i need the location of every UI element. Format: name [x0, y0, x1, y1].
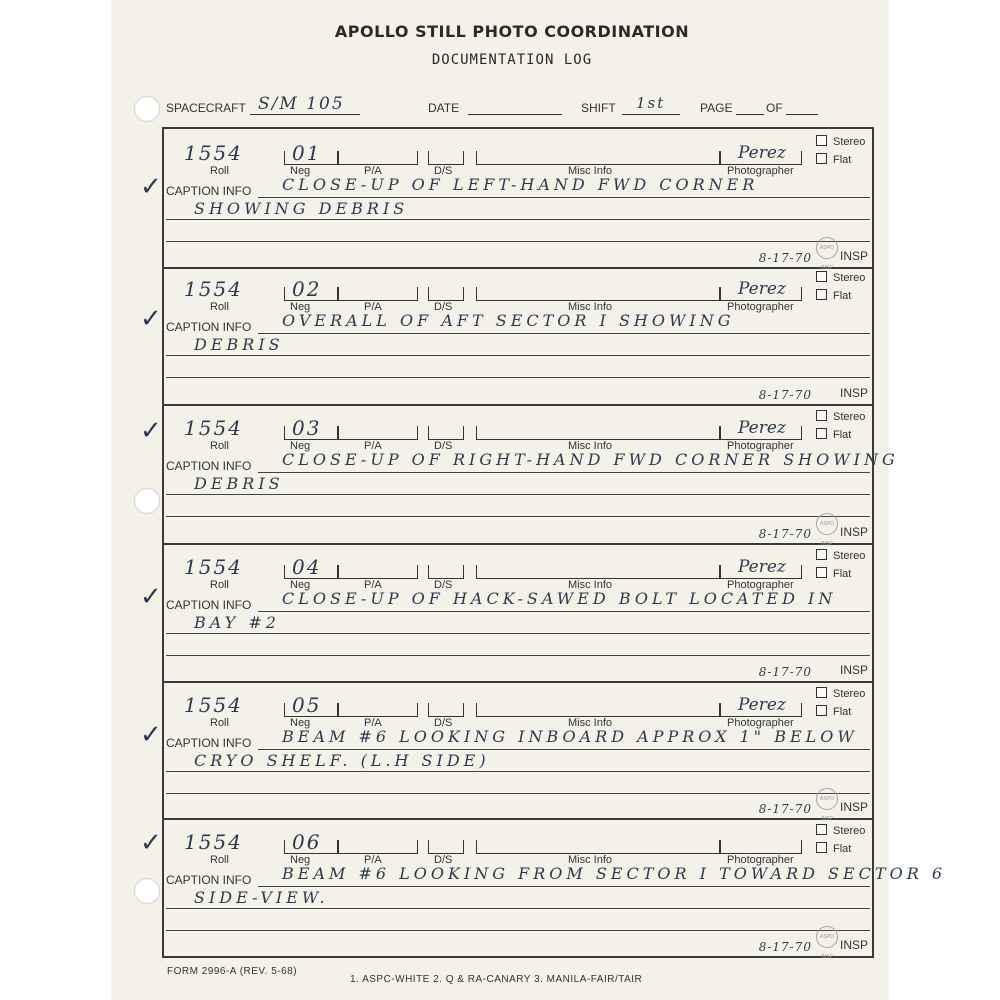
photographer-label: Photographer: [727, 579, 794, 591]
photographer-box[interactable]: [720, 839, 802, 854]
neg-value: 04: [292, 555, 322, 579]
misc-box[interactable]: [476, 702, 720, 717]
caption-line: [258, 197, 870, 198]
caption-line-1: OVERALL OF AFT SECTOR I SHOWING: [282, 311, 735, 330]
ds-box[interactable]: [428, 839, 464, 854]
caption-line-2: SHOWING DEBRIS: [194, 199, 409, 218]
insp-label: INSP: [839, 938, 868, 952]
flat-checkbox[interactable]: [816, 842, 851, 855]
ds-label: D/S: [434, 301, 453, 313]
page-label: PAGE: [700, 101, 733, 115]
flat-checkbox[interactable]: [816, 153, 851, 166]
stereo-label: Stereo: [833, 550, 866, 562]
caption-line: [258, 472, 870, 473]
inspection-date: 8-17-70: [758, 388, 812, 402]
misc-box[interactable]: [476, 564, 720, 579]
roll-label: Roll: [210, 717, 229, 729]
stereo-checkbox[interactable]: [816, 135, 865, 148]
checkbox-icon: [816, 271, 827, 282]
checkbox-icon: [816, 705, 827, 716]
pa-box[interactable]: [338, 425, 418, 440]
log-entry: [162, 127, 874, 269]
checkmark-icon: ✓: [140, 304, 162, 334]
caption-info-label: CAPTION INFO: [166, 459, 252, 473]
flat-label: Flat: [833, 290, 852, 302]
caption-line: [166, 516, 870, 517]
pa-label: P/A: [364, 579, 382, 591]
checkmark-icon: ✓: [140, 828, 162, 858]
ds-label: D/S: [434, 579, 453, 591]
binder-hole: [134, 488, 160, 514]
roll-label: Roll: [210, 854, 229, 866]
inspection-date: 8-17-70: [758, 802, 812, 816]
roll-value: 1554: [184, 830, 243, 854]
spacecraft-value: S/M 105: [258, 94, 345, 114]
ds-label: D/S: [434, 717, 453, 729]
misc-info-label: Misc Info: [568, 579, 613, 591]
caption-info-label: CAPTION INFO: [166, 873, 252, 887]
checkbox-icon: [816, 842, 827, 853]
caption-line: [166, 241, 870, 242]
form-title: APOLLO STILL PHOTO COORDINATION: [334, 22, 690, 41]
misc-box[interactable]: [476, 425, 720, 440]
ds-box[interactable]: [428, 702, 464, 717]
photographer-signature: Perez: [738, 143, 786, 163]
ds-label: D/S: [434, 440, 453, 452]
inspection-stamp: ASPO INSP: [816, 926, 838, 948]
insp-label: INSP: [839, 386, 868, 400]
caption-line-1: BEAM #6 LOOKING INBOARD APPROX 1" BELOW: [282, 727, 858, 746]
neg-label: Neg: [290, 579, 311, 591]
photographer-label: Photographer: [727, 301, 794, 313]
checkbox-icon: [816, 153, 827, 164]
roll-value: 1554: [184, 555, 243, 579]
caption-line-2: CRYO SHELF. (L.H SIDE): [194, 751, 490, 770]
insp-label: INSP: [839, 800, 868, 814]
stereo-checkbox[interactable]: [816, 549, 865, 562]
roll-value: 1554: [184, 277, 243, 301]
pa-box[interactable]: [338, 286, 418, 301]
photographer-label: Photographer: [727, 717, 794, 729]
shift-field[interactable]: [622, 114, 680, 115]
of-label: OF: [766, 101, 783, 115]
page-field[interactable]: [736, 114, 764, 115]
caption-info-label: CAPTION INFO: [166, 184, 252, 198]
roll-label: Roll: [210, 165, 229, 177]
log-entry: [162, 543, 874, 683]
roll-label: Roll: [210, 579, 229, 591]
flat-checkbox[interactable]: [816, 567, 851, 580]
caption-line-2: DEBRIS: [194, 474, 284, 493]
caption-line: [166, 771, 870, 772]
flat-label: Flat: [833, 843, 852, 855]
neg-label: Neg: [290, 301, 311, 313]
caption-line: [258, 749, 870, 750]
caption-info-label: CAPTION INFO: [166, 598, 252, 612]
roll-label: Roll: [210, 440, 229, 452]
binder-hole: [134, 878, 160, 904]
ds-box[interactable]: [428, 425, 464, 440]
misc-info-label: Misc Info: [568, 854, 613, 866]
inspection-date: 8-17-70: [758, 665, 812, 679]
ds-label: D/S: [434, 854, 453, 866]
inspection-date: 8-17-70: [758, 940, 812, 954]
log-entry: [162, 265, 874, 406]
misc-info-label: Misc Info: [568, 301, 613, 313]
misc-info-label: Misc Info: [568, 165, 613, 177]
caption-line-1: CLOSE-UP OF HACK-SAWED BOLT LOCATED IN: [282, 589, 837, 608]
checkmark-icon: ✓: [140, 582, 162, 612]
pa-box[interactable]: [338, 702, 418, 717]
checkbox-icon: [816, 410, 827, 421]
checkbox-icon: [816, 289, 827, 300]
distribution-note: 1. ASPC-WHITE 2. Q & RA-CANARY 3. MANILA-FAIR/TAIR: [350, 974, 643, 985]
flat-checkbox[interactable]: [816, 705, 851, 718]
shift-label: SHIFT: [581, 101, 616, 115]
caption-line-2: DEBRIS: [194, 335, 284, 354]
date-label: DATE: [428, 101, 460, 115]
checkbox-icon: [816, 428, 827, 439]
inspection-date: 8-17-70: [758, 527, 812, 541]
misc-box[interactable]: [476, 839, 720, 854]
checkmark-icon: ✓: [140, 416, 162, 446]
caption-line: [258, 886, 870, 887]
caption-line: [166, 494, 870, 495]
inspection-stamp: ASPO INSP: [816, 513, 838, 535]
ds-label: D/S: [434, 165, 453, 177]
caption-info-label: CAPTION INFO: [166, 320, 252, 334]
log-entry: [162, 681, 874, 820]
neg-label: Neg: [290, 854, 311, 866]
caption-line-1: CLOSE-UP OF LEFT-HAND FWD CORNER: [282, 175, 759, 194]
caption-line: [166, 793, 870, 794]
caption-line: [258, 611, 870, 612]
flat-label: Flat: [833, 568, 852, 580]
pa-box[interactable]: [338, 150, 418, 165]
page-total-field[interactable]: [786, 114, 818, 115]
insp-label: INSP: [839, 663, 868, 677]
form-subtitle: DOCUMENTATION LOG: [431, 52, 593, 68]
photographer-signature: Perez: [738, 279, 786, 299]
flat-label: Flat: [833, 706, 852, 718]
log-entry: [162, 404, 899, 547]
caption-line: [166, 930, 870, 931]
spacecraft-field[interactable]: [250, 114, 360, 115]
roll-value: 1554: [184, 693, 243, 717]
shift-value: 1st: [636, 94, 666, 112]
pa-box[interactable]: [338, 564, 418, 579]
pa-label: P/A: [364, 301, 382, 313]
checkmark-icon: ✓: [140, 720, 162, 750]
caption-line-2: BAY #2: [194, 613, 280, 632]
pa-label: P/A: [364, 165, 382, 177]
photographer-label: Photographer: [727, 440, 794, 452]
neg-label: Neg: [290, 440, 311, 452]
neg-label: Neg: [290, 165, 311, 177]
caption-line: [258, 333, 870, 334]
checkbox-icon: [816, 567, 827, 578]
photographer-label: Photographer: [727, 854, 794, 866]
caption-line: [166, 655, 870, 656]
neg-value: 05: [292, 693, 322, 717]
stereo-checkbox[interactable]: [816, 410, 865, 423]
pa-label: P/A: [364, 440, 382, 452]
form-number: FORM 2996-A (REV. 5-68): [167, 966, 298, 977]
flat-checkbox[interactable]: [816, 289, 851, 302]
flat-label: Flat: [833, 429, 852, 441]
photographer-signature: Perez: [738, 557, 786, 577]
checkbox-icon: [816, 135, 827, 146]
caption-info-label: CAPTION INFO: [166, 736, 252, 750]
insp-label: INSP: [839, 249, 868, 263]
neg-value: 06: [292, 830, 322, 854]
caption-line-2: SIDE-VIEW.: [194, 888, 329, 907]
stereo-checkbox[interactable]: [816, 824, 865, 837]
neg-value: 03: [292, 416, 322, 440]
pa-label: P/A: [364, 717, 382, 729]
photographer-signature: Perez: [738, 418, 786, 438]
log-entry: [162, 818, 947, 960]
flat-checkbox[interactable]: [816, 428, 851, 441]
checkbox-icon: [816, 687, 827, 698]
inspection-date: 8-17-70: [758, 251, 812, 265]
stereo-checkbox[interactable]: [816, 271, 865, 284]
roll-value: 1554: [184, 416, 243, 440]
pa-label: P/A: [364, 854, 382, 866]
inspection-stamp: ASPO INSP: [816, 237, 838, 259]
date-field[interactable]: [468, 114, 562, 115]
caption-line-1: CLOSE-UP OF RIGHT-HAND FWD CORNER SHOWING: [282, 450, 899, 469]
caption-line: [166, 633, 870, 634]
photographer-signature: Perez: [738, 695, 786, 715]
neg-label: Neg: [290, 717, 311, 729]
stereo-label: Stereo: [833, 411, 866, 423]
ds-box[interactable]: [428, 286, 464, 301]
neg-value: 01: [292, 141, 322, 165]
neg-value: 02: [292, 277, 322, 301]
inspection-stamp: ASPO INSP: [816, 788, 838, 810]
roll-label: Roll: [210, 301, 229, 313]
insp-label: INSP: [839, 525, 868, 539]
misc-info-label: Misc Info: [568, 440, 613, 452]
misc-info-label: Misc Info: [568, 717, 613, 729]
misc-box[interactable]: [476, 286, 720, 301]
caption-line-1: BEAM #6 LOOKING FROM SECTOR I TOWARD SECTOR 6: [282, 864, 947, 883]
stereo-checkbox[interactable]: [816, 687, 865, 700]
photographer-label: Photographer: [727, 165, 794, 177]
caption-line: [166, 377, 870, 378]
caption-line: [166, 908, 870, 909]
checkmark-icon: ✓: [140, 172, 162, 202]
ds-box[interactable]: [428, 150, 464, 165]
binder-hole: [134, 96, 160, 122]
checkbox-icon: [816, 824, 827, 835]
stereo-label: Stereo: [833, 272, 866, 284]
flat-label: Flat: [833, 154, 852, 166]
ds-box[interactable]: [428, 564, 464, 579]
stereo-label: Stereo: [833, 825, 866, 837]
stereo-label: Stereo: [833, 136, 866, 148]
roll-value: 1554: [184, 141, 243, 165]
caption-line: [166, 219, 870, 220]
checkbox-icon: [816, 549, 827, 560]
caption-line: [166, 355, 870, 356]
stereo-label: Stereo: [833, 688, 866, 700]
spacecraft-label: SPACECRAFT: [166, 101, 246, 115]
misc-box[interactable]: [476, 150, 720, 165]
pa-box[interactable]: [338, 839, 418, 854]
